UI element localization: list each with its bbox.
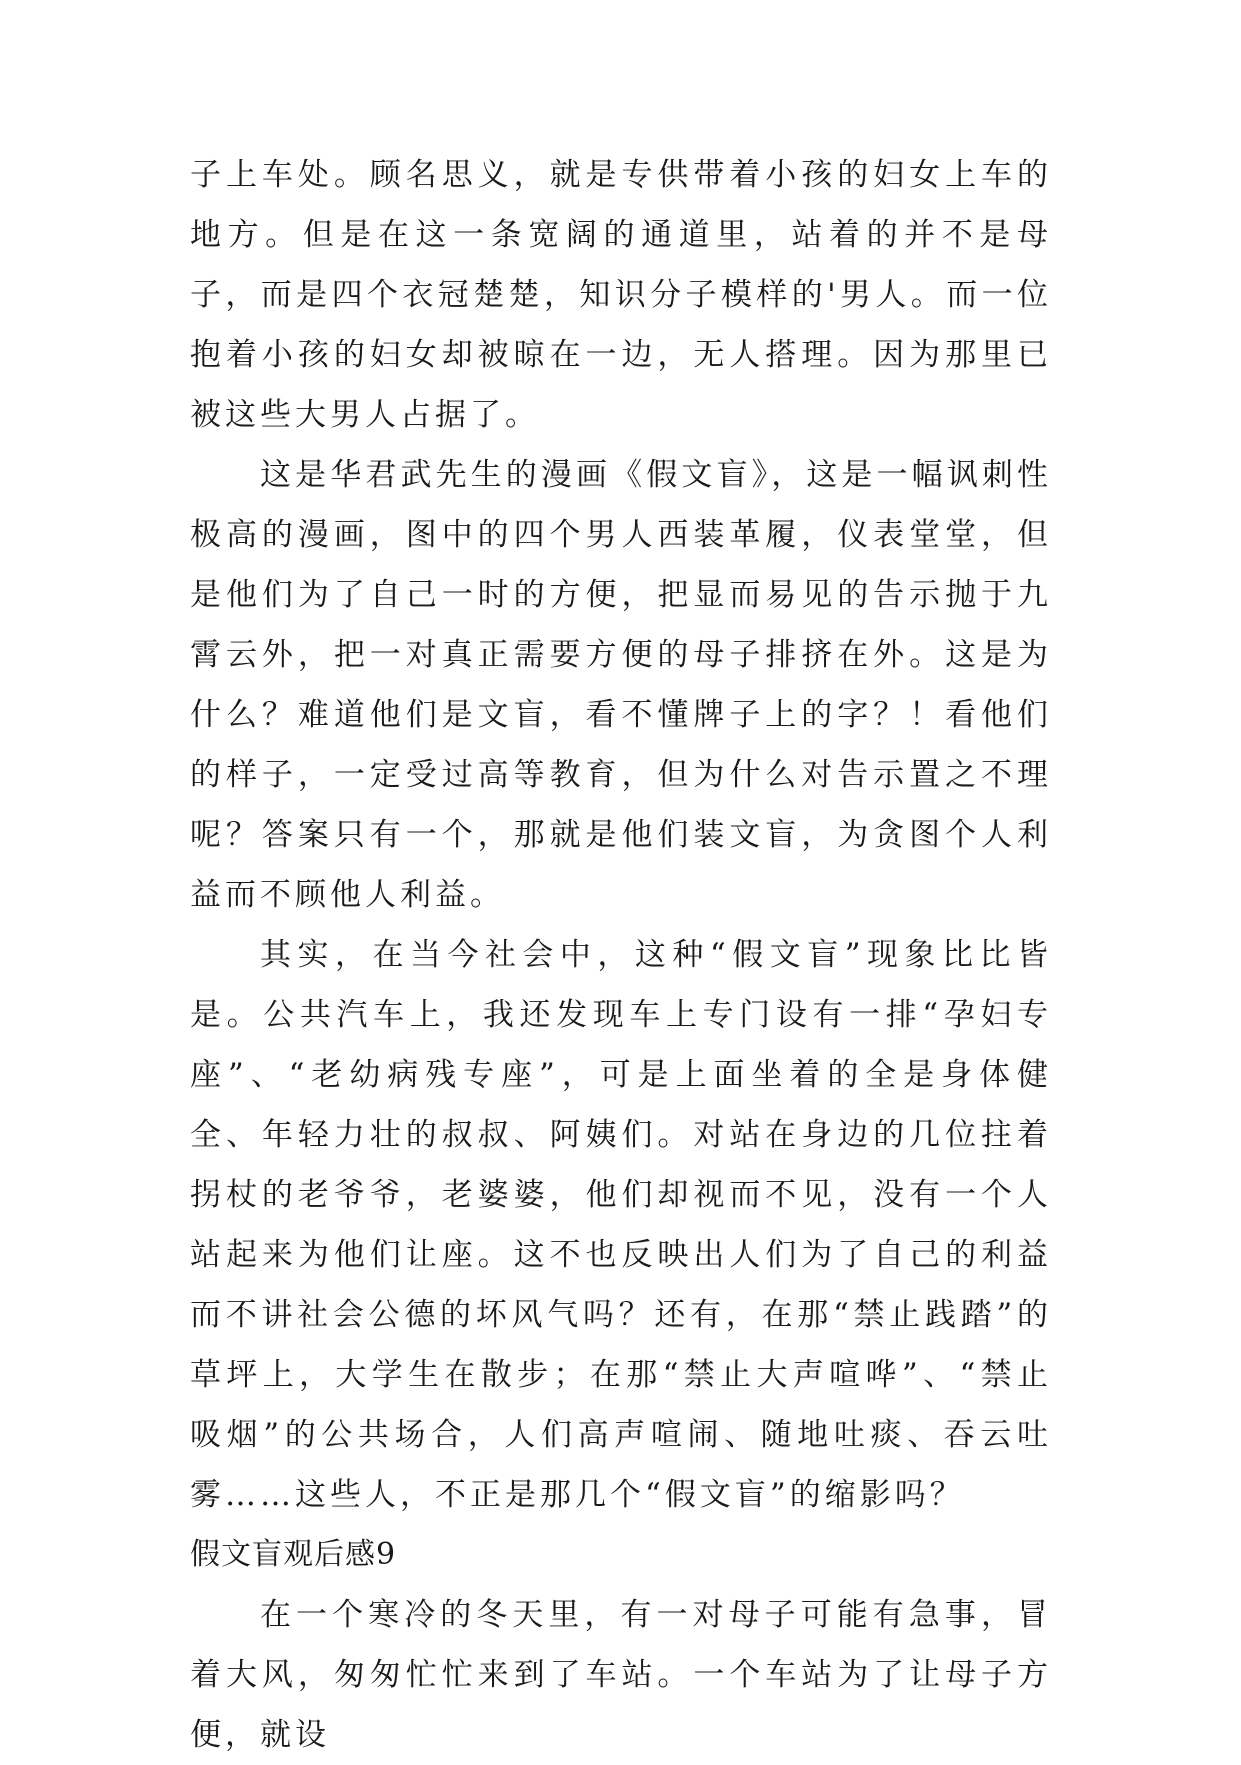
paragraph-cartoon-description: 这是华君武先生的漫画《假文盲》，这是一幅讽刺性极高的漫画，图中的四个男人西装革履，仪表堂堂，但是他们为了自己一时的方便，把显而易见的告示抛于九霄云外，把一对真正需要方便的母子排挤在外。这是为什么？难道他们是文盲，看不懂牌子上的字？！看他们的样子，一定受过高等教育，但为什么对告示置之不理呢？答案只有一个，那就是他们装文盲，为贪图个人利益而不顾他人利益。 bbox=[190, 457, 1052, 913]
paragraph-new-essay-start: 在一个寒冷的冬天里，有一对母子可能有急事，冒着大风，匆匆忙忙来到了车站。一个车站为了让母子方便，就设 bbox=[190, 1597, 1052, 1753]
paragraph-social-phenomenon: 其实，在当今社会中，这种“假文盲”现象比比皆是。公共汽车上，我还发现车上专门设有一排“孕妇专座”、“老幼病残专座”，可是上面坐着的全是身体健全、年轻力壮的叔叔、阿姨们。对站在身边的几位拄着拐杖的老爷爷，老婆婆，他们却视而不见，没有一个人站起来为他们让座。这不也反映出人们为了自己的利益而不讲社会公德的坏风气吗？还有，在那“禁止践踏”的草坪上，大学生在散步；在那“禁止大声喧哗”、“禁止吸烟”的公共场合，人们高声喧闹、随地吐痰、吞云吐雾……这些人，不正是那几个“假文盲”的缩影吗？ bbox=[190, 937, 1052, 1513]
document-page bbox=[190, 145, 1052, 1765]
section-heading: 假文盲观后感9 bbox=[190, 1537, 397, 1572]
paragraph-continuation: 子上车处。顾名思义，就是专供带着小孩的妇女上车的地方。但是在这一条宽阔的通道里，站着的并不是母子，而是四个衣冠楚楚，知识分子模样的'男人。而一位抱着小孩的妇女却被晾在一边，无人搭理。因为那里已被这些大男人占据了。 bbox=[190, 157, 1052, 433]
